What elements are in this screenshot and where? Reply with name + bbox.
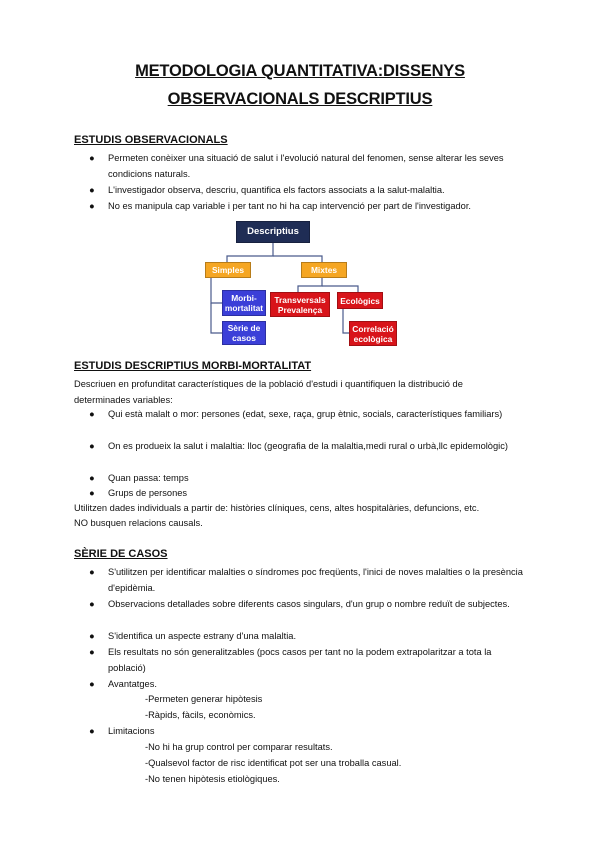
bullet-marker: ● [89,599,95,609]
bullet-marker: ● [89,631,95,641]
list-item: Els resultats no són generalitzables (pocs casos per tant no la podem extrapolaritzar a tota la població) [108,647,492,673]
list-item: S'utilitzen per identificar malalties o síndromes poc freqüents, l'inici de noves malalties o la presència d'epidèmia. [108,567,523,593]
list-item: L'investigador observa, descriu, quantifica els factors associats a la salut-malaltia. [108,185,445,195]
diagram-node-label: casos [232,333,256,343]
paragraph: Descriuen en profunditat característiques de la població d'estudi i quantifiquen la distribució de [74,379,463,389]
diagram-node-simples: Simples [205,262,251,278]
diagram-node-label: Transversals [274,294,326,305]
list-item: On es produeix la salut i malaltia: lloc (geografia de la malaltia,medi rural o urbà,llc epidemològic) [108,441,508,451]
paragraph: Utilitzen dades individuals a partir de: històries clíniques, cens, altes hospitalàries, defuncions, etc. [74,503,480,513]
bullet-marker: ● [89,185,95,195]
diagram-node-morbi-mortalitat [222,290,266,316]
list-item: Avantatges. [108,679,157,689]
diagram-node-mixtes: Mixtes [301,262,347,278]
section-heading-observacionals: ESTUDIS OBSERVACIONALS [74,134,228,146]
page-title-line-2: OBSERVACIONALS DESCRIPTIUS [167,90,433,108]
section-heading-morbi-mortalitat: ESTUDIS DESCRIPTIUS MORBI-MORTALITAT [74,360,312,372]
diagram-node-transversals [270,292,330,317]
diagram-node-label: Morbi- [231,293,257,303]
paragraph: NO busquen relacions causals. [74,518,203,528]
list-item: Limitacions [108,726,155,736]
sub-item: -Qualsevol factor de risc identificat pot ser una troballa casual. [145,758,402,768]
diagram-node-ecologics: Ecològics [337,292,383,309]
sub-item: -No tenen hipòtesis etiològiques. [145,774,280,784]
list-item: Grups de persones [108,488,188,498]
bullet-marker: ● [89,567,95,577]
bullet-marker: ● [89,679,95,689]
diagram-node-label: Correlació [352,323,394,334]
list-item: No es manipula cap variable i per tant no hi ha cap intervenció per part de l'investigador. [108,201,472,211]
sub-item: -No hi ha grup control per comparar resultats. [145,742,333,752]
bullet-marker: ● [89,488,95,498]
section-heading-serie-casos: SÈRIE DE CASOS [74,548,168,560]
bullet-marker: ● [89,647,95,657]
list-item: Quan passa: temps [108,473,189,483]
bullet-marker: ● [89,726,95,736]
diagram-node-label: mortalitat [224,303,264,313]
paragraph: determinades variables: [74,395,173,405]
bullet-marker: ● [89,473,95,483]
diagram-node-correlacio [349,321,397,346]
sub-item: -Ràpids, fàcils, econòmics. [145,710,256,720]
diagram-node-descriptius: Descriptius [236,221,310,243]
diagram-node-label: ecològica [353,333,393,344]
diagram-node-label: Prevalença [277,304,323,315]
bullet-marker: ● [89,409,95,419]
list-item: Observacions detallades sobre diferents casos singulars, d'un grup o nombre reduït de subjectes. [108,599,510,609]
list-item: S'identifica un aspecte estrany d'una malaltia. [108,631,297,641]
page-title-line-1: METODOLOGIA QUANTITATIVA:DISSENYS [135,62,465,80]
bullet-marker: ● [89,441,95,451]
list-item: Permeten conèixer una situació de salut i l'evolució natural del fenomen, sense alterar les seves condicions naturals. [108,153,504,179]
diagram-node-serie-casos [222,321,266,345]
bullet-marker: ● [89,201,95,211]
list-item: Qui està malalt o mor: persones (edat, sexe, raça, grup ètnic, socials, característiques familiars) [108,409,503,419]
diagram-node-label: Sèrie de [227,323,261,333]
sub-item: -Permeten generar hipòtesis [145,694,263,704]
bullet-marker: ● [89,153,95,163]
